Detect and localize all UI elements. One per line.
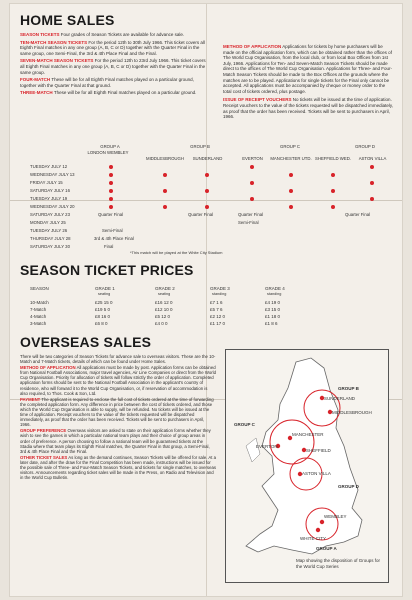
price-row-label: 7-Match <box>30 307 47 312</box>
match-dot <box>370 197 374 201</box>
map-label: MIDDLESBROUGH <box>332 410 372 415</box>
price-cell: £12 10 0 <box>155 307 173 312</box>
match-dot <box>109 181 113 185</box>
wales-coast <box>246 438 260 462</box>
ground-header: MANCHESTER UTD. <box>270 156 312 161</box>
group-c-header: GROUP C <box>280 144 300 149</box>
price-cell: £3 15 0 <box>265 307 281 312</box>
date-row: TUESDAY JULY 19 <box>30 196 68 201</box>
map-label: SHEFFIELD <box>306 448 331 453</box>
home-block: THREE-MATCH These will be for all Eighth Final matches played on a particular ground. <box>20 90 197 96</box>
match-dot <box>250 181 254 185</box>
home-sales-title: HOME SALES <box>20 12 115 28</box>
ground-header: SUNDERLAND <box>192 156 223 161</box>
quarter-final-label: Quarter Final <box>188 212 214 217</box>
match-dot <box>331 189 335 193</box>
date-row: FRIDAY JULY 15 <box>30 180 63 185</box>
match-dot <box>370 165 374 169</box>
price-cell: £6 8 0 <box>95 321 108 326</box>
date-row: WEDNESDAY JULY 20 <box>30 204 75 209</box>
final-label: Final <box>104 244 114 249</box>
home-block: SEASON TICKETS Four grades of Season Tickets are available for advance sale. <box>20 32 185 37</box>
map-label: ASTON VILLA <box>302 471 331 476</box>
match-dot <box>250 165 254 169</box>
overseas-text <box>20 354 216 480</box>
match-dot <box>289 205 293 209</box>
price-cell: £16 12 0 <box>155 300 173 305</box>
match-dot <box>163 173 167 177</box>
map-label: GROUP A <box>316 546 337 551</box>
map-label: GROUP B <box>338 386 359 391</box>
home-sales-right-column <box>223 44 393 120</box>
price-cell: £4 19 0 <box>265 300 281 305</box>
match-dot <box>289 189 293 193</box>
map-label: GROUP D <box>338 484 359 489</box>
price-cell: £5 12 0 <box>155 314 171 319</box>
price-header: GRADE 2 <box>155 286 175 291</box>
match-dot <box>205 173 209 177</box>
quarter-final-label: Quarter Final <box>238 212 264 217</box>
map-label: MANCHESTER <box>292 432 324 437</box>
quarter-final-label: Quarter Final <box>98 212 124 217</box>
overseas-block: METHOD OF APPLICATION All applications must be made by post. Application forms can be obtained from National Football Associations, major travel agencies, Air Line Companies or direct from the World Cup Organisation. Priority for allocation of tickets will follow strictly the order of application. Completed application forms should be sent to the National Football Association in the applicant's country of residence, who will forward it to the World Cup Organisation, or, if reservation of accommodation is also required, to Thos. Cook & Son, Ltd. <box>20 365 216 396</box>
overseas-block: GROUP PREFERENCE Overseas visitors are asked to state on their application forms whether they wish to see the games in which a particular national team plays and their choice of group areas in order of preference. A person choosing to follow a national team will be guaranteed tickets at the Stadia where that team plays its Eighth Final matches, the Quarter Final in that group, a Semi-Final, 3rd & 4th Place Final and the Final. <box>20 428 211 454</box>
price-cell: £1 18 0 <box>265 314 281 319</box>
price-subheader: standing <box>212 292 227 296</box>
home-block: FOUR-MATCH These will be for all Eighth Final matches played on a particular ground, together with the Quarter Final at that ground. <box>20 77 194 88</box>
fixtures-footnote: *This match will be played at the White City Stadium <box>130 250 223 255</box>
ground-header: SHEFFIELD WED. <box>314 156 352 161</box>
prices-title: SEASON TICKET PRICES <box>20 262 194 278</box>
group-a-header: GROUP A <box>100 144 120 149</box>
price-cell: £5 7 6 <box>210 307 223 312</box>
home-block: SEVEN-MATCH SEASON TICKETS For the period 12th to 23rd July 1966. This ticket covers all Eighth Final matches in any one group (A, B, C or D) together with the Quarter Final in the same group. <box>20 58 206 75</box>
price-row-label: 3-Match <box>30 321 47 326</box>
match-dot <box>109 165 113 169</box>
match-dot <box>163 189 167 193</box>
match-dot <box>109 173 113 177</box>
overseas-title: OVERSEAS SALES <box>20 334 152 350</box>
map-label: GROUP C <box>234 422 255 427</box>
overseas-block: PAYMENT The applicant is required to enclose the full cost of tickets ordered at the time of forwarding the completed application form. Any difference in price between the cost of tickets ordered, and those which the World Cup Organisation is able to supply, will be refunded. No tickets will be issued at the time of application. Receipt vouchers to the value of the tickets requested will be dispatched immediately, as proof that the order has been received. Tickets will be sent to purchasers in April, 1966. <box>20 396 214 428</box>
price-subheader: seating <box>158 292 171 296</box>
semi-final-label: Semi-Final <box>238 220 259 225</box>
ground-header: LONDON WEMBLEY <box>87 150 129 155</box>
match-dot <box>205 205 209 209</box>
price-subheader: seating <box>98 292 111 296</box>
ground-header: MIDDLESBROUGH <box>146 156 184 161</box>
match-dot <box>331 205 335 209</box>
date-row: SATURDAY JULY 30 <box>30 244 70 249</box>
price-header: SEASON <box>30 286 49 291</box>
match-dot <box>163 205 167 209</box>
price-cell: £8 16 0 <box>95 314 111 319</box>
ticket-brochure-page <box>10 4 402 596</box>
price-header: GRADE 3 <box>210 286 230 291</box>
map-caption: Map showing the disposition of Groups for the World Cup Series <box>296 558 381 569</box>
overseas-block: OTHER TICKET SALES As long as the demand continues, Season Tickets will be offered for sale. At a later date, and after the draw for the Final Competition has been made, instructions will be issued for the possible sale of Three- and Four-Match Season Tickets, and tickets for single matches, to overseas visitors. Announcements regarding ticket sales will be made in the Press, on Radio and Television and in the World Cup Bulletin. <box>20 454 217 481</box>
third-place-label: 3rd & 4th Place Final <box>94 236 134 241</box>
price-row-label: 10-Match <box>30 300 49 305</box>
ground-header: ASTON VILLA <box>358 156 387 161</box>
map-label: EVERTON <box>256 444 278 449</box>
price-cell: £2 12 0 <box>210 314 226 319</box>
date-row: MONDAY JULY 25 <box>30 220 66 225</box>
match-dot <box>109 197 113 201</box>
map-label: WEMBLEY <box>324 514 347 519</box>
match-dot <box>289 173 293 177</box>
price-cell: £19 5 0 <box>95 307 111 312</box>
map-label: SUNDERLAND <box>324 396 356 401</box>
date-row: SATURDAY JULY 16 <box>30 188 70 193</box>
group-d-header: GROUP D <box>355 144 375 149</box>
overseas-block: There will be two categories of Season Tickets for advance sale to overseas visitors. These are the 10-Match and 7-Match tickets, details of which can be found under Home Sales. <box>20 354 216 365</box>
wembley-dot <box>320 520 324 524</box>
price-cell: £4 0 0 <box>155 321 168 326</box>
price-cell: £1 8 6 <box>265 321 278 326</box>
groups-map <box>225 349 389 583</box>
home-block: METHOD OF APPLICATION Applications for tickets by home purchasers will be made on the official application form, which can be obtained rather than the offices of The World Cup Organisation, from the local club, or from local Box Offices from 1st July, 1966. Applications for Ten- and Seven-Match Season Tickets should be made direct to the offices of The World Cup Organisation. Applications for Three- and Four-Match Season Tickets should be made to the Box Offices at the grounds where the matches are to be played. Applications for single tickets for the Final only cannot be accepted. All applications must be accompanied by cheque or money order to the total cost of tickets ordered, plus postage. <box>223 44 393 94</box>
match-dot <box>331 173 335 177</box>
date-row: WEDNESDAY JULY 13 <box>30 172 75 177</box>
price-cell: £1 17 0 <box>210 321 226 326</box>
white-city-dot <box>316 528 320 532</box>
home-sales-left-column <box>20 32 210 96</box>
home-block: TEN-MATCH SEASON TICKETS For the period 12th to 30th July 1966. This ticket covers all Eighth Final matches in any one group (A, B, C or D) together with the Quarter Final in the same group, one Semi-Final, the 3rd & 4th Place Final and the Final. <box>20 39 205 56</box>
group-b-header: GROUP B <box>190 144 210 149</box>
date-row: THURSDAY JULY 28 <box>30 236 71 241</box>
match-dot <box>205 189 209 193</box>
price-header: GRADE 4 <box>265 286 285 291</box>
price-row-label: 4-Match <box>30 314 47 319</box>
match-dot <box>109 205 113 209</box>
home-block: ISSUE OF RECEIPT VOUCHERS No tickets will be issued at the time of application. Receipt vouchers to the value of the tickets requested will be dispatched immediately, as proof that the order has been received. Tickets will be sent to purchasers in April, 1966. <box>223 97 394 120</box>
price-cell: £25 15 0 <box>95 300 113 305</box>
date-row: TUESDAY JULY 12 <box>30 164 68 169</box>
match-dot <box>109 189 113 193</box>
map-label: WHITE CITY <box>300 536 326 541</box>
price-subheader: standing <box>267 292 282 296</box>
date-row: SATURDAY JULY 23 <box>30 212 70 217</box>
ground-header: EVERTON <box>242 156 263 161</box>
price-cell: £7 1 6 <box>210 300 223 305</box>
match-dot <box>370 181 374 185</box>
price-header: GRADE 1 <box>95 286 115 291</box>
match-dot <box>250 197 254 201</box>
date-row: TUESDAY JULY 26 <box>30 228 68 233</box>
england-map-graphic <box>226 350 388 582</box>
quarter-final-label: Quarter Final <box>345 212 371 217</box>
semi-final-label: Semi-Final <box>102 228 123 233</box>
